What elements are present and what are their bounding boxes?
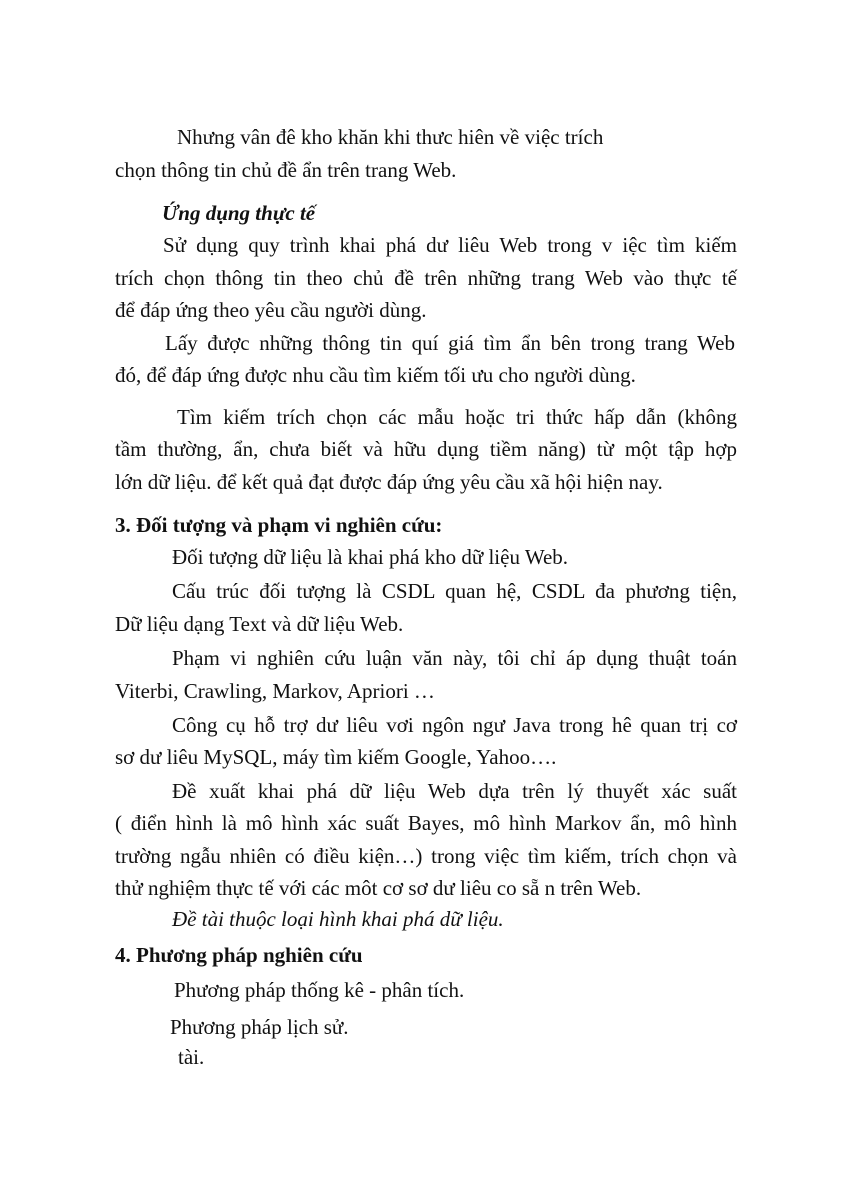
section-4-item-3: tài. [178, 1045, 205, 1069]
section-4-item-1: Phương pháp thống kê - phân tích. [174, 978, 465, 1002]
section-3-p4-line-1: Công cụ hỗ trợ dư liêu vơi ngôn ngư Java trong hê quan trị cơ [172, 713, 737, 737]
applications-p1-line-2: trích chọn thông tin theo chủ đề trên những trang Web vào thực tế [115, 266, 737, 290]
section-3-p5-line-1: Đề xuất khai phá dữ liệu Web dựa trên lý thuyết xác suất [172, 779, 737, 803]
applications-p2-line-2: đó, để đáp ứng được nhu cầu tìm kiếm tối ưu cho người dùng. [115, 363, 636, 387]
section-3-p6: Đề tài thuộc loại hình khai phá dữ liệu. [172, 907, 504, 931]
applications-p1-line-1: Sử dụng quy trình khai phá dư liêu Web trong v iệc tìm kiếm [163, 233, 737, 257]
section-3-p5-line-2: ( điển hình là mô hình xác suất Bayes, mô hình Markov ẩn, mô hình [115, 811, 737, 835]
section-3-p4-line-2: sơ dư liêu MySQL, máy tìm kiếm Google, Yahoo…. [115, 745, 557, 769]
applications-p3-line-1: Tìm kiếm trích chọn các mẫu hoặc tri thức hấp dẫn (không [177, 405, 737, 429]
section-3-p1: Đối tượng dữ liệu là khai phá kho dữ liệu Web. [172, 545, 569, 569]
applications-p2-line-1: Lấy được những thông tin quí giá tìm ẩn bên trong trang Web [165, 331, 735, 355]
applications-p1-line-3: để đáp ứng theo yêu cầu người dùng. [115, 298, 427, 322]
section-3-p2-line-2: Dữ liệu dạng Text và dữ liệu Web. [115, 612, 404, 636]
section-3-p5-line-4: thử nghiệm thực tế với các môt cơ sơ dư liêu co sẵ n trên Web. [115, 876, 642, 900]
applications-heading: Ứng dụng thực tế [162, 201, 316, 225]
section-3-p3-line-2: Viterbi, Crawling, Markov, Apriori … [115, 679, 435, 703]
section-3-p2-line-1: Cấu trúc đối tượng là CSDL quan hệ, CSDL đa phương tiện, [172, 579, 737, 603]
applications-p3-line-2: tầm thường, ẩn, chưa biết và hữu dụng tiềm năng) từ một tập hợp [115, 437, 737, 461]
section-3-p3-line-1: Phạm vi nghiên cứu luận văn này, tôi chỉ áp dụng thuật toán [172, 646, 737, 670]
section-3-p5-line-3: trường ngẫu nhiên có điều kiện…) trong việc tìm kiếm, trích chọn và [115, 844, 737, 868]
section-3-heading: 3. Đối tượng và phạm vi nghiên cứu: [115, 513, 443, 537]
applications-p3-line-3: lớn dữ liệu. để kết quả đạt được đáp ứng yêu cầu xã hội hiện nay. [115, 470, 663, 494]
intro-line-1: Nhưng vân đê kho khăn khi thưc hiên về việc trích [177, 125, 604, 149]
section-4-heading: 4. Phương pháp nghiên cứu [115, 943, 363, 967]
intro-line-2: chọn thông tin chủ đề ẩn trên trang Web. [115, 158, 457, 182]
section-4-item-2: Phương pháp lịch sử. [170, 1015, 349, 1039]
